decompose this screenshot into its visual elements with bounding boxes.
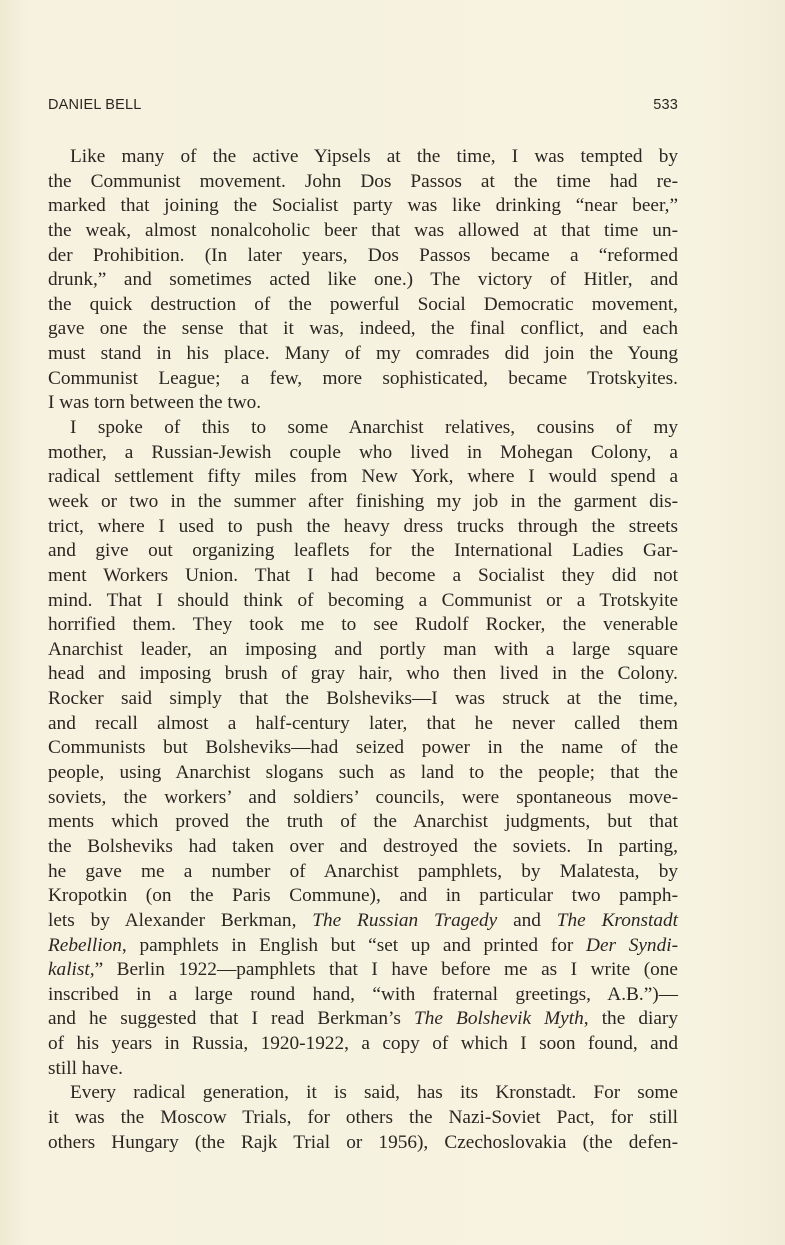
text-run: ments which proved the truth of the Anarchist judgments, but that (48, 811, 678, 833)
text-line (48, 268, 678, 293)
text-line (48, 1057, 678, 1082)
text-line (48, 317, 678, 342)
text-run: mind. That I should think of becoming a Communist or a Trotskyite (48, 589, 678, 611)
text-run: , pamphlets in English but “set up and printed for (121, 934, 587, 956)
text-run: and recall almost a half-century later, that he never called them (48, 712, 678, 734)
text-line (48, 1032, 678, 1057)
text-line (48, 441, 678, 466)
text-line (48, 761, 678, 786)
text-line (48, 244, 678, 269)
italic-title: kalist, (48, 959, 95, 981)
text-line (48, 736, 678, 761)
text-line (48, 219, 678, 244)
text-line (48, 983, 678, 1008)
text-line (48, 1106, 678, 1131)
text-run: ment Workers Union. That I had become a Socialist they did not (48, 564, 678, 586)
text-line (48, 835, 678, 860)
paragraph (48, 1081, 678, 1155)
text-run: others Hungary (the Rajk Trial or 1956), Czechoslovakia (the defen- (48, 1131, 678, 1153)
text-run: inscribed in a large round hand, “with fraternal greetings, A.B.”)— (48, 983, 678, 1005)
italic-title: Rebellion (48, 934, 122, 956)
text-line (48, 416, 678, 441)
italic-title: The Kronstadt (556, 909, 679, 931)
text-run: the quick destruction of the powerful Social Democratic movement, (48, 293, 678, 315)
text-line (48, 194, 678, 219)
text-run: marked that joining the Socialist party was like drinking “near beer,” (48, 195, 678, 217)
text-line (48, 638, 678, 663)
text-line (48, 958, 678, 983)
body-text (48, 145, 678, 1155)
text-line (48, 909, 678, 934)
text-line (48, 860, 678, 885)
text-run: gave one the sense that it was, indeed, the final conflict, and each (48, 318, 678, 340)
text-line (48, 539, 678, 564)
text-line (48, 170, 678, 195)
text-line (48, 490, 678, 515)
text-run: and give out organizing leaflets for the International Ladies Gar- (48, 540, 678, 562)
text-run: Kropotkin (on the Paris Commune), and in particular two pamph- (48, 885, 678, 907)
text-run: ” Berlin 1922—pamphlets that I have before me as I write (one (94, 959, 678, 981)
text-line (48, 786, 678, 811)
text-run: the Communist movement. John Dos Passos at the time had re- (48, 170, 678, 192)
text-run: trict, where I used to push the heavy dress trucks through the streets (48, 515, 678, 537)
text-run: Like many of the active Yipsels at the time, I was tempted by (70, 146, 678, 167)
text-run: I spoke of this to some Anarchist relatives, cousins of my (70, 417, 678, 439)
text-run: the weak, almost nonalcoholic beer that was allowed at that time un- (48, 219, 678, 241)
text-line (48, 391, 678, 416)
text-line (48, 884, 678, 909)
text-run: Anarchist leader, an imposing and portly man with a large square (48, 638, 678, 660)
text-line (48, 712, 678, 737)
text-run: drunk,” and sometimes acted like one.) The victory of Hitler, and (48, 269, 678, 291)
page-number: 533 (653, 97, 678, 113)
running-head-author: DANIEL BELL (48, 97, 142, 113)
text-line (48, 934, 678, 959)
text-run: horrified them. They took me to see Rudolf Rocker, the venerable (48, 614, 678, 636)
text-run: Every radical generation, it is said, has its Kronstadt. For some (70, 1082, 678, 1104)
text-line (48, 810, 678, 835)
text-run: radical settlement fifty miles from New York, where I would spend a (48, 466, 678, 488)
text-line (48, 145, 678, 170)
text-line (48, 515, 678, 540)
text-run: week or two in the summer after finishing my job in the garment dis- (48, 490, 678, 512)
text-run: mother, a Russian-Jewish couple who lived in Mohegan Colony, a (48, 441, 678, 463)
text-run: Communists but Bolsheviks—had seized power in the name of the (48, 737, 678, 759)
paragraph (48, 145, 678, 416)
text-line (48, 1007, 678, 1032)
text-run: still have. (48, 1057, 123, 1079)
text-run: and he suggested that I read Berkman’s (48, 1008, 414, 1030)
text-line (48, 613, 678, 638)
running-head (48, 97, 678, 117)
italic-title: Der Syndi- (586, 934, 678, 956)
text-run: Communist League; a few, more sophisticated, became Trotskyites. (48, 367, 678, 389)
text-line (48, 465, 678, 490)
text-line (48, 342, 678, 367)
text-line (48, 1081, 678, 1106)
text-run: Rocker said simply that the Bolsheviks—I was struck at the time, (48, 688, 678, 710)
text-run: he gave me a number of Anarchist pamphlets, by Malatesta, by (48, 860, 678, 882)
text-line (48, 564, 678, 589)
italic-title: The Russian Tragedy (312, 909, 498, 931)
text-line (48, 1131, 678, 1156)
text-run: , the diary (583, 1008, 678, 1030)
text-run: soviets, the workers’ and soldiers’ councils, were spontaneous move- (48, 786, 678, 808)
text-run: of his years in Russia, 1920-1922, a copy of which I soon found, and (48, 1033, 678, 1055)
text-run: der Prohibition. (In later years, Dos Passos became a “reformed (48, 244, 678, 266)
text-line (48, 662, 678, 687)
text-run: head and imposing brush of gray hair, who then lived in the Colony. (48, 663, 678, 685)
paragraph (48, 416, 678, 1081)
text-line (48, 589, 678, 614)
text-line (48, 687, 678, 712)
italic-title: The Bolshevik Myth (414, 1008, 584, 1030)
text-run: the Bolsheviks had taken over and destroyed the soviets. In parting, (48, 835, 678, 857)
text-run: it was the Moscow Trials, for others the Nazi-Soviet Pact, for still (48, 1106, 678, 1128)
text-run: lets by Alexander Berkman, (48, 909, 313, 931)
text-run: and (497, 909, 557, 931)
text-run: must stand in his place. Many of my comrades did join the Young (48, 343, 678, 365)
text-line (48, 367, 678, 392)
text-run: people, using Anarchist slogans such as land to the people; that the (48, 762, 678, 784)
text-run: I was torn between the two. (48, 392, 262, 414)
text-line (48, 293, 678, 318)
